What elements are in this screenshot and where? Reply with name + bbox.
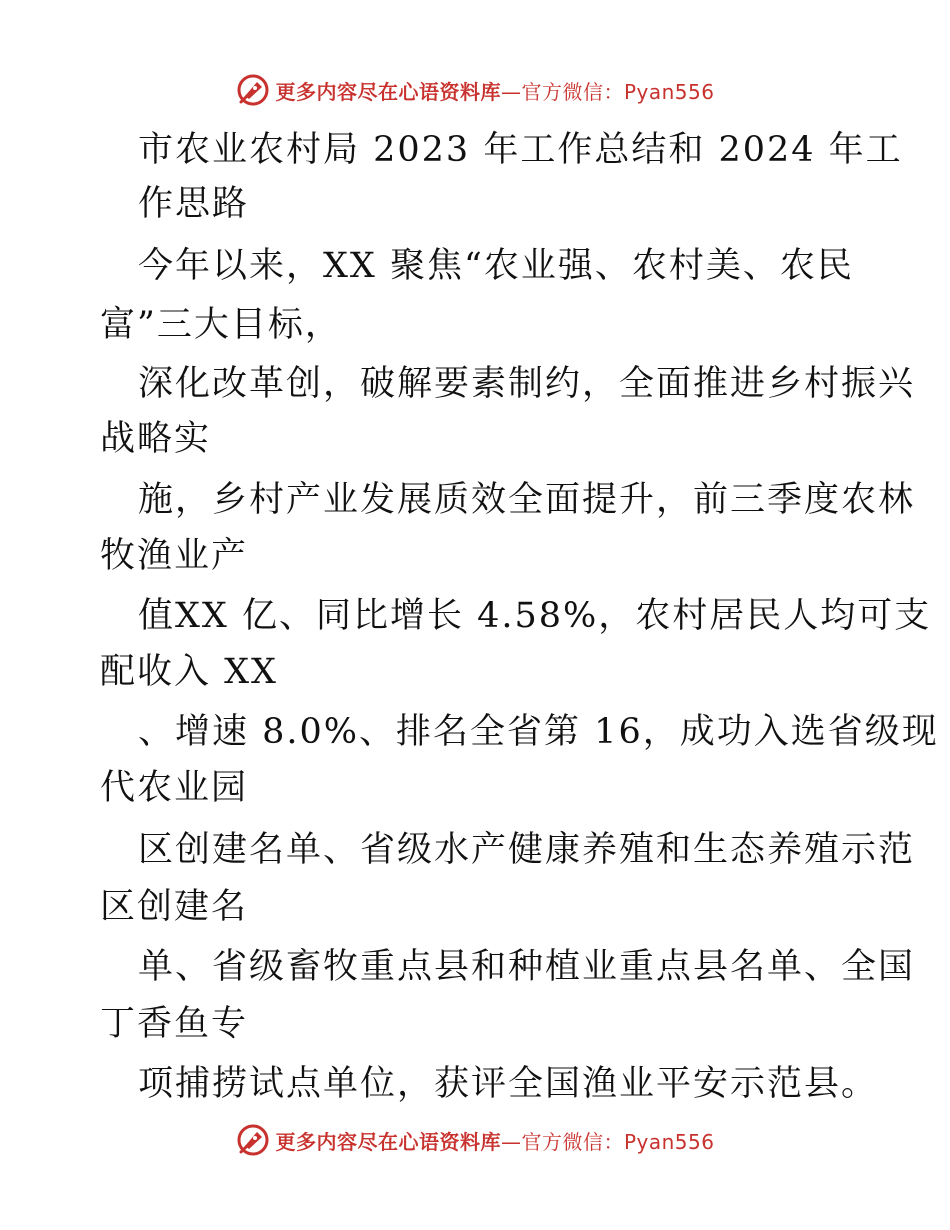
paragraph-line: 配收入 XX bbox=[100, 652, 278, 692]
watermark-separator: — bbox=[500, 1129, 522, 1154]
paragraph-line: 丁香鱼专 bbox=[100, 1004, 249, 1044]
watermark-inner bbox=[235, 1122, 714, 1158]
watermark-text bbox=[275, 76, 714, 105]
pen-nib-logo-icon bbox=[235, 1122, 271, 1158]
watermark-wechat: 官方微信：Pyan556 bbox=[521, 79, 715, 104]
paragraph-line: 单、省级畜牧重点县和种植业重点县名单、全国 bbox=[138, 947, 916, 987]
footer-watermark-banner bbox=[0, 1118, 950, 1162]
watermark-inner bbox=[235, 72, 714, 108]
paragraph-line: 、增速 8.0%、排名全省第 16，成功入选省级现 bbox=[138, 712, 939, 752]
watermark-text bbox=[275, 1126, 714, 1155]
watermark-main: 更多内容尽在心语资料库 bbox=[275, 79, 501, 104]
paragraph-line: 施，乡村产业发展质效全面提升，前三季度农林 bbox=[138, 480, 916, 520]
paragraph-line: 牧渔业产 bbox=[100, 536, 249, 576]
paragraph-line: 区创建名单、省级水产健康养殖和生态养殖示范 bbox=[138, 830, 916, 870]
watermark-main: 更多内容尽在心语资料库 bbox=[275, 1129, 501, 1154]
paragraph-line: 深化改革创，破解要素制约，全面推进乡村振兴 bbox=[138, 364, 916, 404]
paragraph-line: 今年以来，XX 聚焦“农业强、农村美、农民 bbox=[138, 246, 854, 286]
paragraph-line: 值XX 亿、同比增长 4.58%，农村居民人均可支 bbox=[138, 596, 932, 636]
header-watermark-banner bbox=[0, 68, 950, 112]
paragraph-line: 富”三大目标， bbox=[100, 305, 342, 345]
title-line-1: 市农业农村局 2023 年工作总结和 2024 年工 bbox=[138, 130, 903, 170]
watermark-wechat: 官方微信：Pyan556 bbox=[521, 1129, 715, 1154]
paragraph-line: 战略实 bbox=[100, 419, 212, 459]
watermark-separator: — bbox=[500, 79, 522, 104]
title-line-2: 作思路 bbox=[138, 184, 250, 224]
pen-nib-logo-icon bbox=[235, 72, 271, 108]
paragraph-line: 区创建名 bbox=[100, 887, 249, 927]
paragraph-line: 项捕捞试点单位，获评全国渔业平安示范县。 bbox=[138, 1064, 879, 1104]
paragraph-line: 代农业园 bbox=[100, 768, 249, 808]
